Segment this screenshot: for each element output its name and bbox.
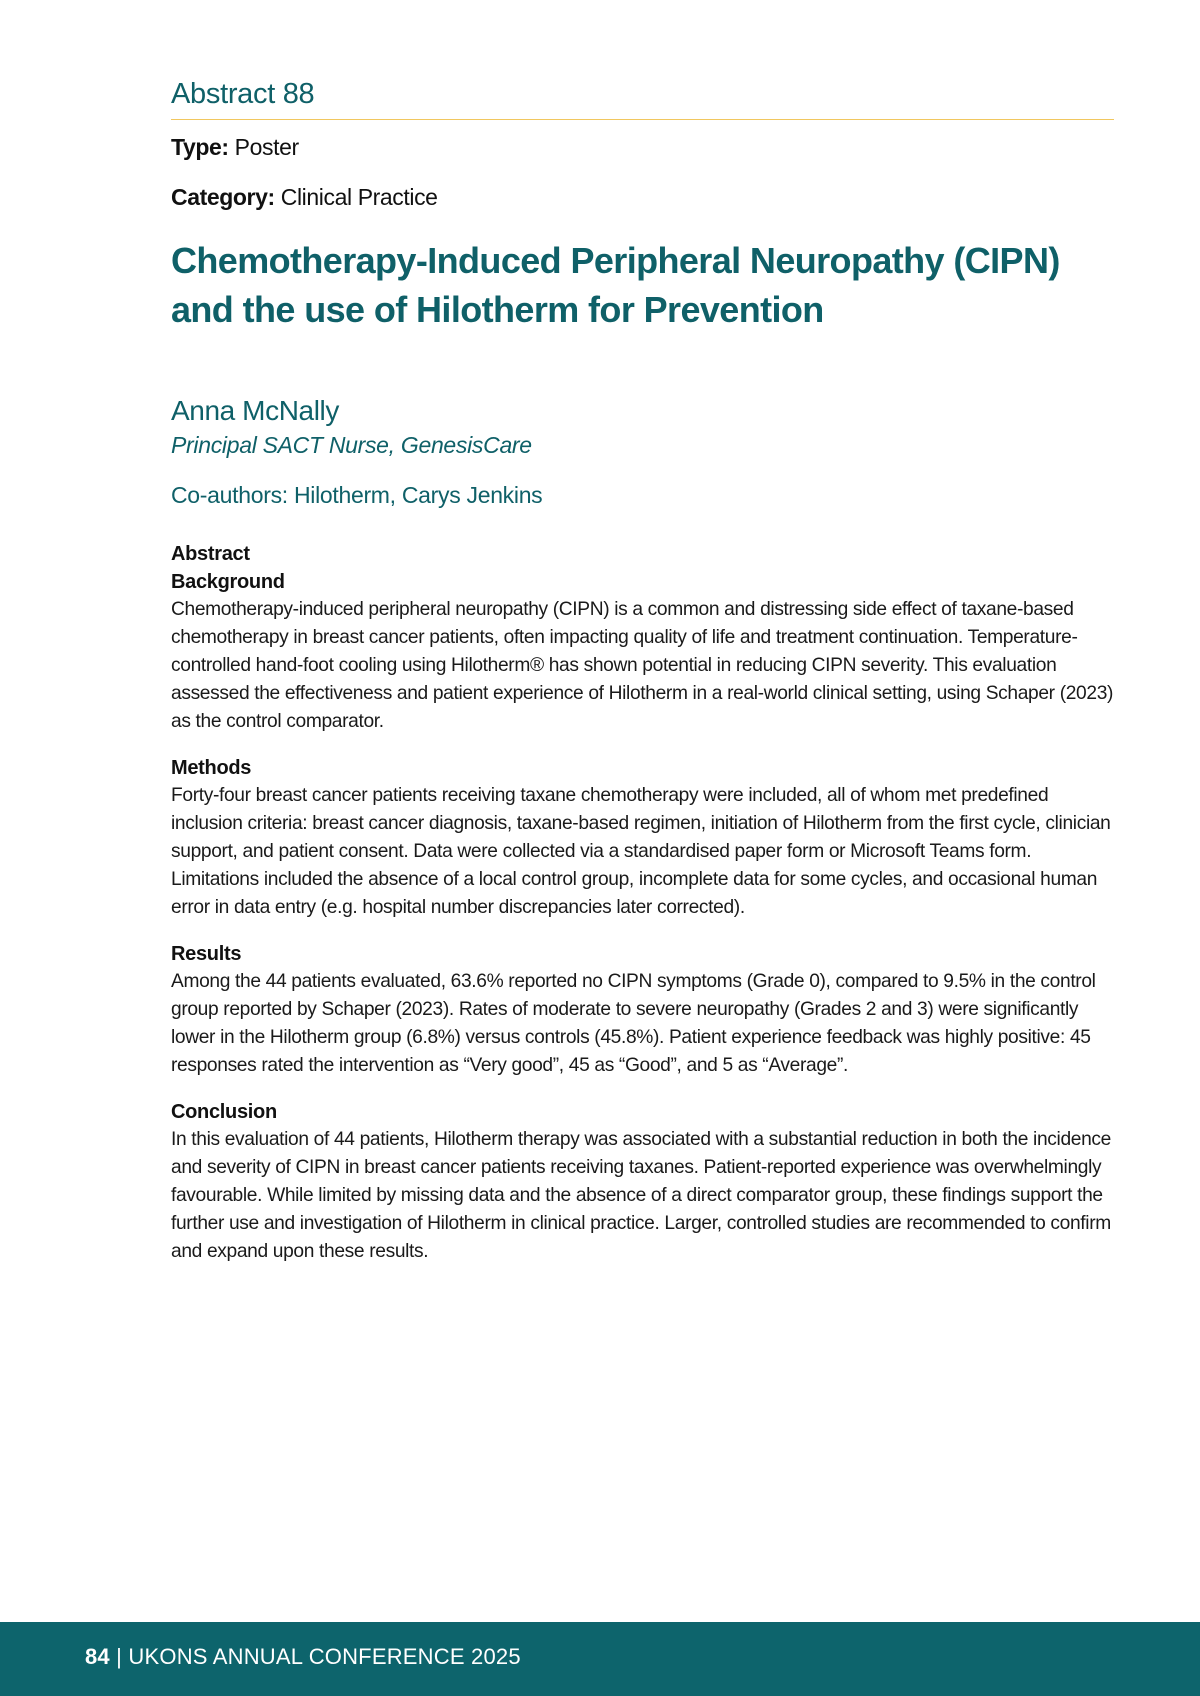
background-section: [171, 568, 1114, 736]
type-label: Type:: [171, 134, 229, 160]
results-heading: Results: [171, 943, 242, 965]
category-value: Clinical Practice: [280, 184, 438, 210]
coauthors: Co-authors: Hilotherm, Carys Jenkins: [171, 482, 543, 508]
page-title: Chemotherapy-Induced Peripheral Neuropathy (CIPN) and the use of Hilotherm for Prevention: [171, 240, 1060, 330]
results-text: Among the 44 patients evaluated, 63.6% reported no CIPN symptoms (Grade 0), compared to 9.5% in the control group reported by Schaper (2023). Rates of moderate to severe neuropathy (Grades 2 and 3) were significantly lower in the Hilotherm group (6.8%) versus controls (45.8%). Patient experience feedback was highly positive: 45 responses rated the intervention as “Very good”, 45 as “Good”, and 5 as “Average”.: [171, 971, 1096, 1076]
conclusion-heading: Conclusion: [171, 1101, 277, 1123]
abstract-number: Abstract 88: [171, 78, 315, 110]
category-label: Category:: [171, 184, 275, 210]
footer-text: [85, 1644, 521, 1670]
header-divider: [171, 119, 1114, 120]
type-line: [171, 134, 299, 161]
background-text: Chemotherapy-induced peripheral neuropathy (CIPN) is a common and distressing side effect of taxane-based chemotherapy in breast cancer patients, often impacting quality of life and treatment continuation. Temperature-controlled hand-foot cooling using Hilotherm® has shown potential in reducing CIPN severity. This evaluation assessed the effectiveness and patient experience of Hilotherm in a real-world clinical setting, using Schaper (2023) as the control comparator.: [171, 599, 1114, 732]
methods-section: [171, 754, 1114, 922]
results-section: [171, 940, 1114, 1080]
footer-separator: |: [109, 1644, 129, 1669]
abstract-body: [171, 540, 1114, 1266]
page-footer: [0, 1622, 1200, 1696]
methods-heading: Methods: [171, 757, 252, 779]
category-line: [171, 184, 438, 211]
methods-text: Forty-four breast cancer patients receiving taxane chemotherapy were included, all of whom met predefined inclusion criteria: breast cancer diagnosis, taxane-based regimen, initiation of Hilotherm from the first cycle, clinician support, and patient consent. Data were collected via a standardised paper form or Microsoft Teams form. Limitations included the absence of a local control group, incomplete data for some cycles, and occasional human error in data entry (e.g. hospital number discrepancies later corrected).: [171, 785, 1111, 918]
author-name: Anna McNally: [171, 395, 339, 426]
abstract-heading: Abstract: [171, 543, 250, 565]
conclusion-text: In this evaluation of 44 patients, Hilotherm therapy was associated with a substantial reduction in both the incidence and severity of CIPN in breast cancer patients receiving taxanes. Patient-reported experience was overwhelmingly favourable. While limited by missing data and the absence of a direct comparator group, these findings support the further use and investigation of Hilotherm in clinical practice. Larger, controlled studies are recommended to confirm and expand upon these results.: [171, 1129, 1111, 1262]
background-heading: Background: [171, 571, 285, 593]
footer-conference: UKONS ANNUAL CONFERENCE 2025: [128, 1644, 521, 1669]
type-value: Poster: [234, 134, 299, 160]
conclusion-section: [171, 1098, 1114, 1266]
author-affiliation: Principal SACT Nurse, GenesisCare: [171, 432, 532, 458]
footer-page-number: 84: [85, 1644, 110, 1669]
